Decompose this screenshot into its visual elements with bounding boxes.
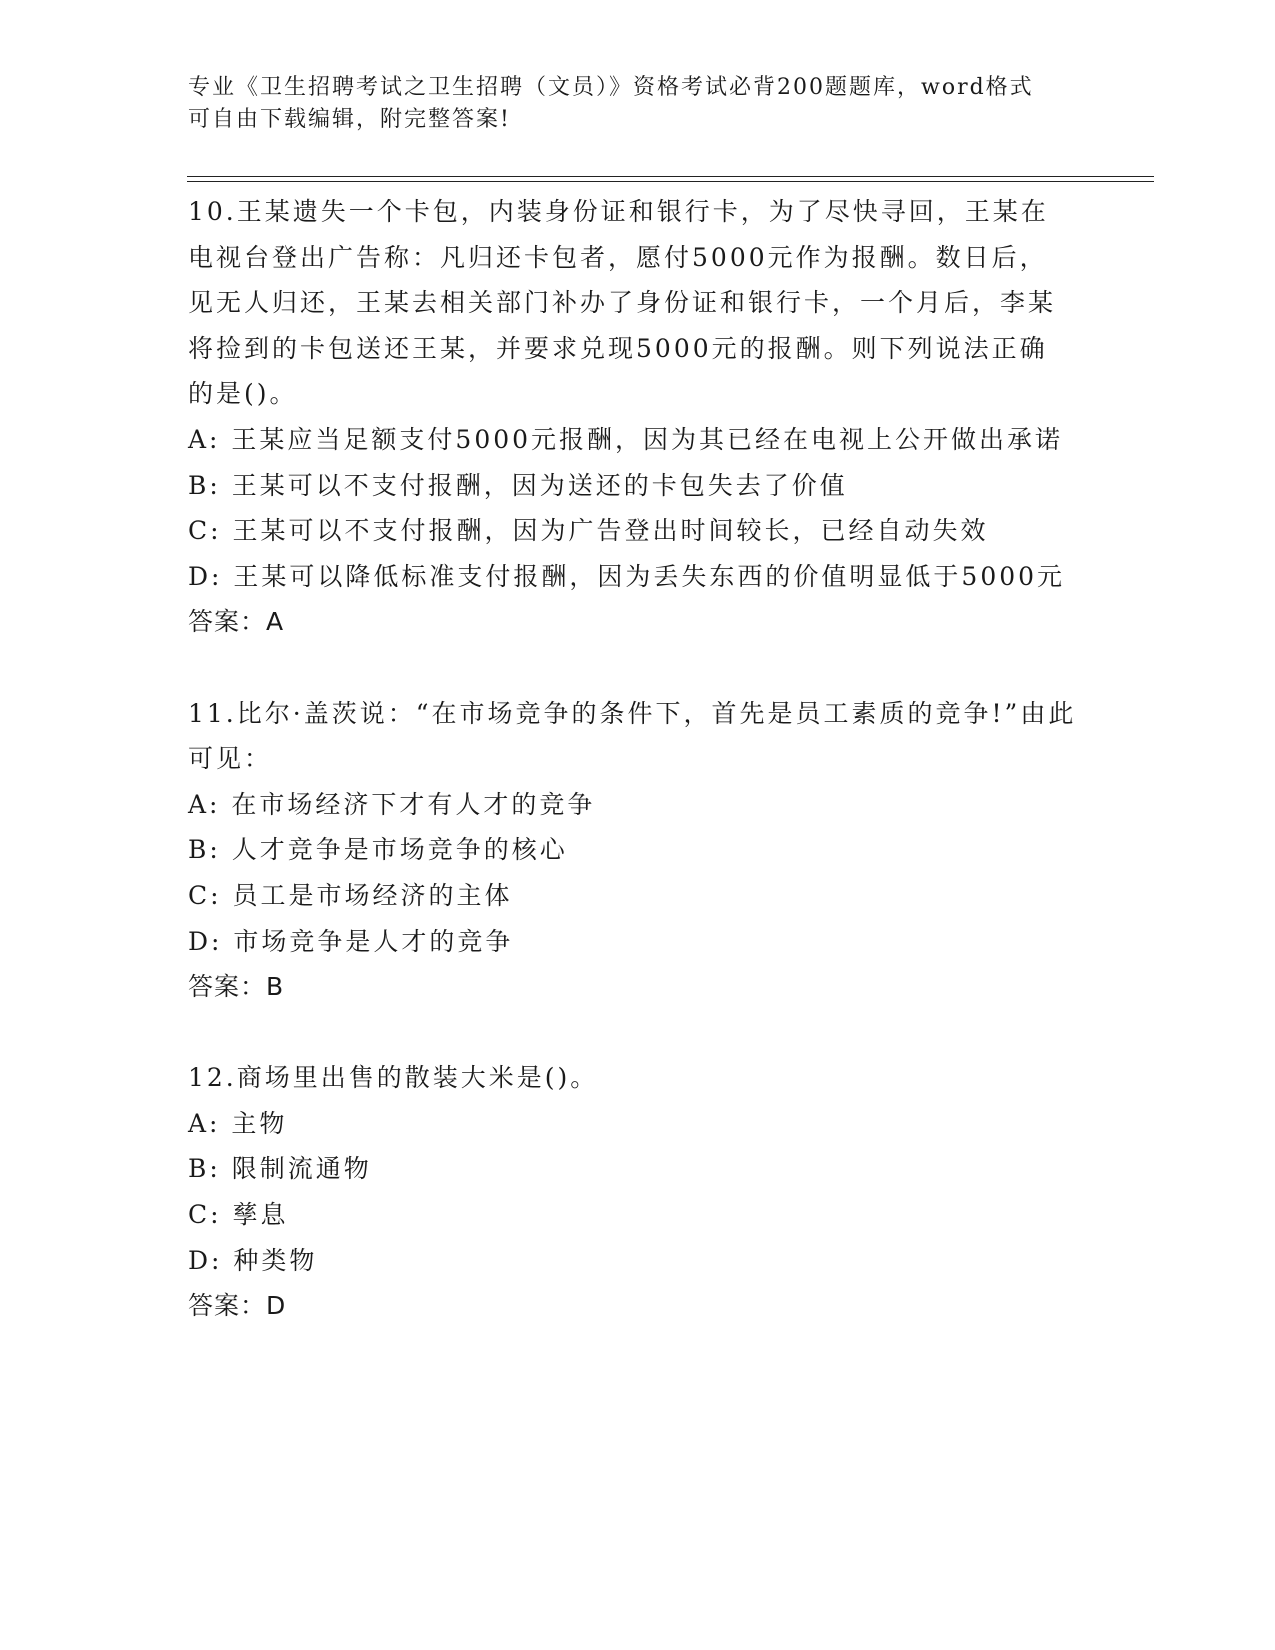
option-b: B: 人才竞争是市场竞争的核心 <box>188 835 568 865</box>
question-12 <box>188 1055 1088 1329</box>
question-11 <box>188 691 1088 1010</box>
document-header <box>188 72 1068 136</box>
question-spacer <box>188 1010 1088 1056</box>
question-text: 10.王某遗失一个卡包，内装身份证和银行卡，为了尽快寻回，王某在电视台登出广告称：凡归还卡包者，愿付5000元作为报酬。数日后，见无人归还，王某去相关部门补办了身份证和银行卡，一个月后，李某将捡到的卡包送还王某，并要求兑现5000元的报酬。则下列说法正确的是()。 <box>188 197 1057 409</box>
option-d: D: 市场竞争是人才的竞争 <box>188 926 514 956</box>
header-line-2: 可自由下载编辑，附完整答案! <box>188 107 511 132</box>
option-a: A: 在市场经济下才有人才的竞争 <box>188 789 596 819</box>
option-c: C: 孳息 <box>188 1200 289 1230</box>
question-list <box>188 189 1088 1329</box>
question-text: 12.商场里出售的散装大米是()。 <box>188 1063 599 1093</box>
header-line-1: 专业《卫生招聘考试之卫生招聘（文员）》资格考试必背200题题库，word格式 <box>188 75 1034 100</box>
option-b: B: 王某可以不支付报酬，因为送还的卡包失去了价值 <box>188 470 848 500</box>
option-a: A: 王某应当足额支付5000元报酬，因为其已经在电视上公开做出承诺 <box>188 424 1064 454</box>
option-b: B: 限制流通物 <box>188 1154 372 1184</box>
option-c: C: 员工是市场经济的主体 <box>188 880 513 910</box>
answer-label: 答案：B <box>188 972 285 1002</box>
question-spacer <box>188 645 1088 691</box>
option-d: D: 王某可以降低标准支付报酬，因为丢失东西的价值明显低于5000元 <box>188 561 1066 591</box>
option-a: A: 主物 <box>188 1108 288 1138</box>
answer-label: 答案：D <box>188 1291 287 1321</box>
header-divider-bottom <box>187 181 1154 182</box>
option-c: C: 王某可以不支付报酬，因为广告登出时间较长，已经自动失效 <box>188 516 989 546</box>
option-d: D: 种类物 <box>188 1245 318 1275</box>
header-divider-top <box>187 176 1154 177</box>
question-text: 11.比尔·盖茨说：“在市场竞争的条件下，首先是员工素质的竞争!”由此可见： <box>188 698 1077 774</box>
answer-label: 答案：A <box>188 607 285 637</box>
question-10 <box>188 189 1088 645</box>
